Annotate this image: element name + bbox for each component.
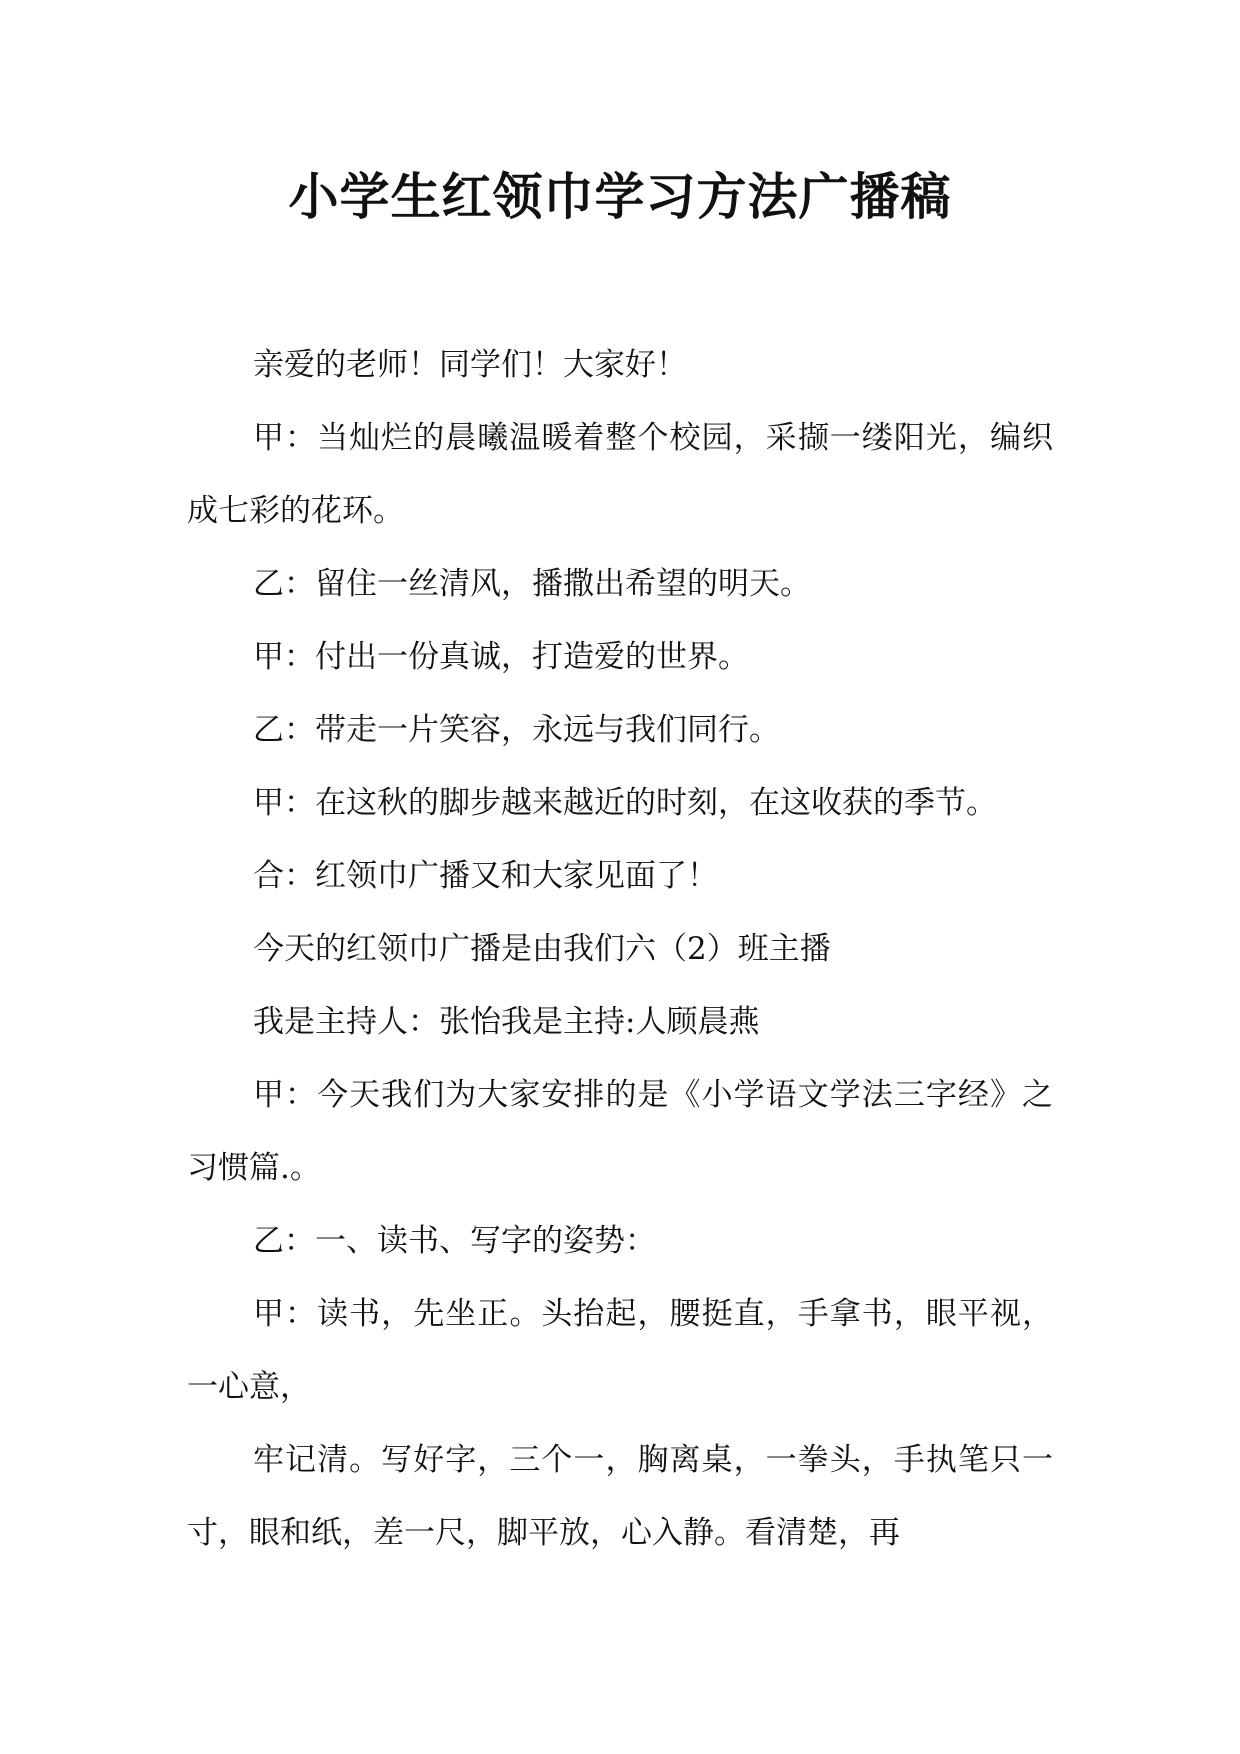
paragraph: 牢记清。写好字，三个一，胸离桌，一拳头，手执笔只一寸，眼和纸，差一尺，脚平放，心入静。看清楚，再 bbox=[187, 1442, 1053, 1551]
paragraph: 今天的红领巾广播是由我们六（2）班主播 bbox=[253, 931, 831, 967]
paragraph: 乙：带走一片笑容，永远与我们同行。 bbox=[253, 712, 780, 748]
paragraph: 乙：一、读书、写字的姿势： bbox=[253, 1223, 656, 1259]
paragraph: 合：红领巾广播又和大家见面了！ bbox=[253, 858, 718, 894]
document-body bbox=[187, 329, 1053, 1570]
paragraph: 亲爱的老师！同学们！大家好！ bbox=[253, 347, 687, 383]
paragraph: 甲：今天我们为大家安排的是《小学语文学法三字经》之习惯篇.。 bbox=[187, 1077, 1053, 1186]
document-title: 小学生红领巾学习方法广播稿 bbox=[288, 167, 952, 226]
paragraph: 甲：在这秋的脚步越来越近的时刻，在这收获的季节。 bbox=[253, 785, 997, 821]
paragraph: 甲：付出一份真诚，打造爱的世界。 bbox=[253, 639, 749, 675]
paragraph: 我是主持人：张怡我是主持:人顾晨燕 bbox=[253, 1004, 760, 1040]
paragraph: 乙：留住一丝清风，播撒出希望的明天。 bbox=[253, 566, 811, 602]
paragraph: 甲：读书，先坐正。头抬起，腰挺直，手拿书，眼平视，一心意， bbox=[187, 1296, 1053, 1405]
paragraph: 甲：当灿烂的晨曦温暖着整个校园，采撷一缕阳光，编织成七彩的花环。 bbox=[187, 420, 1053, 529]
